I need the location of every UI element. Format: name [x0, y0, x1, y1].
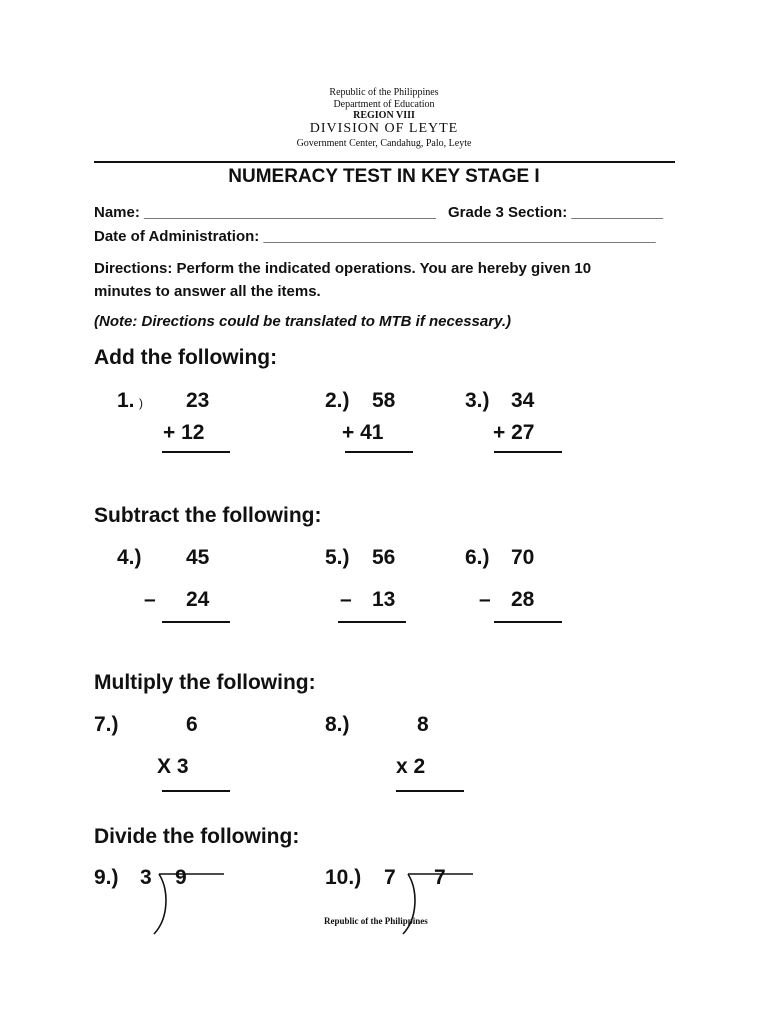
problem-10-divisor: 7	[384, 866, 396, 889]
problem-2-bottom: + 41	[342, 421, 384, 444]
problem-9-division-bracket	[145, 866, 230, 938]
date-field: Date of Administration: _______________________________________________	[94, 228, 656, 245]
problem-1-paren: )	[139, 396, 143, 410]
problem-9-dividend: 9	[175, 866, 187, 889]
problem-2-answer-line	[345, 451, 413, 453]
section-divide-heading: Divide the following:	[94, 825, 300, 848]
problem-9-number: 9.)	[94, 866, 119, 889]
page-title: NUMERACY TEST IN KEY STAGE I	[228, 166, 540, 187]
header-address: Government Center, Candahug, Palo, Leyte	[296, 138, 472, 149]
problem-6-top: 70	[511, 546, 535, 569]
problem-2-number: 2.)	[325, 389, 350, 412]
directions-line-1: Directions: Perform the indicated operations. You are hereby given 10	[94, 260, 592, 277]
problem-4-bottom: 24	[186, 588, 210, 611]
problem-6-answer-line	[494, 621, 562, 623]
problem-3-top: 34	[511, 389, 535, 412]
footer-republic: Republic of the Philippines	[324, 916, 428, 926]
directions-note: (Note: Directions could be translated to MTB if necessary.)	[94, 313, 512, 330]
problem-6-minus: –	[479, 588, 491, 611]
problem-8-answer-line	[396, 790, 464, 792]
problem-5-answer-line	[338, 621, 406, 623]
header-division: DIVISION OF LEYTE	[309, 121, 459, 136]
problem-9-divisor: 3	[140, 866, 152, 889]
problem-6-number: 6.)	[465, 546, 490, 569]
problem-4-number: 4.)	[117, 546, 142, 569]
header-divider	[94, 161, 675, 163]
problem-1-number: 1.	[117, 389, 135, 412]
problem-5-bottom: 13	[372, 588, 396, 611]
grade-section-field: Grade 3 Section: ___________	[448, 204, 664, 221]
problem-7-number: 7.)	[94, 713, 119, 736]
problem-4-minus: –	[144, 588, 156, 611]
problem-1-bottom: + 12	[163, 421, 205, 444]
problem-7-answer-line	[162, 790, 230, 792]
problem-3-answer-line	[494, 451, 562, 453]
problem-3-bottom: + 27	[493, 421, 535, 444]
problem-5-top: 56	[372, 546, 396, 569]
problem-3-number: 3.)	[465, 389, 490, 412]
problem-8-bottom: x 2	[396, 755, 426, 778]
problem-10-division-bracket	[392, 866, 477, 938]
problem-7-bottom: X 3	[157, 755, 189, 778]
header-region: REGION VIII	[353, 110, 415, 121]
problem-4-top: 45	[186, 546, 210, 569]
problem-10-dividend: 7	[434, 866, 446, 889]
problem-8-number: 8.)	[325, 713, 350, 736]
section-multiply-heading: Multiply the following:	[94, 671, 316, 694]
problem-5-minus: –	[340, 588, 352, 611]
header-republic: Republic of the Philippines	[329, 87, 439, 98]
problem-4-answer-line	[162, 621, 230, 623]
problem-1-top: 23	[186, 389, 210, 412]
section-subtract-heading: Subtract the following:	[94, 504, 322, 527]
header-department: Department of Education	[333, 99, 435, 110]
section-add-heading: Add the following:	[94, 346, 278, 369]
problem-1-answer-line	[162, 451, 230, 453]
name-field: Name: ___________________________________	[94, 204, 436, 221]
problem-2-top: 58	[372, 389, 396, 412]
problem-10-number: 10.)	[325, 866, 362, 889]
problem-5-number: 5.)	[325, 546, 350, 569]
problem-7-top: 6	[186, 713, 198, 736]
problem-6-bottom: 28	[511, 588, 535, 611]
problem-8-top: 8	[417, 713, 429, 736]
directions-line-2: minutes to answer all the items.	[94, 283, 321, 300]
